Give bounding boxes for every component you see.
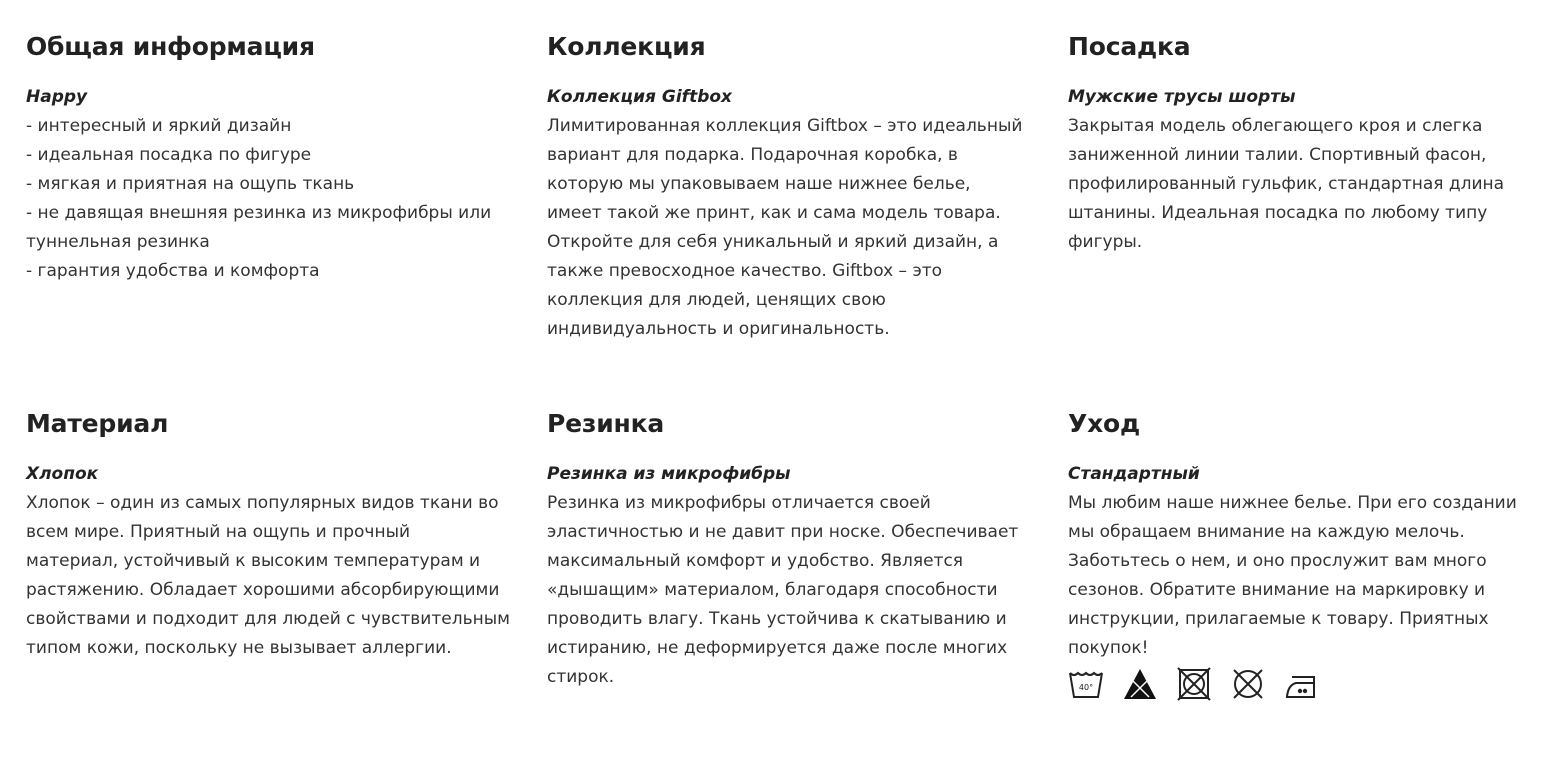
- section-body: Мы любим наше нижнее белье. При его создании мы обращаем внимание на каждую мелочь. Заботьтесь о нем, и оно прослужит вам много сезонов. Обратите внимание на маркировку и инструкции, прилагаемые к товару. Приятных покупок!: [1068, 493, 1517, 658]
- section-title: Общая информация: [26, 32, 315, 61]
- section-subtitle: Мужские трусы шорты: [1068, 87, 1296, 107]
- do-not-tumble-dry-icon: [1176, 667, 1212, 701]
- wash-temperature-label: 40°: [1078, 683, 1094, 692]
- section-subtitle: Хлопок: [26, 464, 99, 484]
- section-title: Уход: [1068, 409, 1140, 438]
- section-title: Резинка: [547, 409, 665, 438]
- section-title: Посадка: [1068, 32, 1191, 61]
- wash-40-icon: [1068, 667, 1104, 701]
- bleach-icon: [1122, 667, 1158, 701]
- section-waistband: [547, 407, 1037, 692]
- section-subtitle: Резинка из микрофибры: [547, 464, 791, 484]
- section-subtitle: Коллекция Giftbox: [547, 87, 733, 107]
- section-subtitle: Стандартный: [1068, 464, 1200, 484]
- section-body: Лимитированная коллекция Giftbox – это идеальный вариант для подарка. Подарочная коробка, в которую мы упаковываем наше нижнее белье, имеет такой же принт, как и сама модель товара. Откройте для себя уникальный и яркий дизайн, а также превосходное качество. Giftbox – это коллекция для людей, ценящих свою индивидуальность и оригинальность.: [547, 116, 1023, 339]
- section-body: Хлопок – один из самых популярных видов ткани во всем мире. Приятный на ощупь и прочный материал, устойчивый к высоким температурам и растяжению. Обладает хорошими абсорбирующими свойствами и подходит для людей с чувствительным типом кожи, поскольку не вызывает аллергии.: [26, 493, 510, 658]
- section-title: Материал: [26, 409, 169, 438]
- section-title: Коллекция: [547, 32, 706, 61]
- section-subtitle: Happy: [26, 87, 88, 107]
- section-body: - интересный и яркий дизайн - идеальная посадка по фигуре - мягкая и приятная на ощупь ткань - не давящая внешняя резинка из микрофибры или туннельная резинка - гарантия удобства и комфорта: [26, 116, 492, 281]
- do-not-dry-clean-icon: [1230, 667, 1266, 701]
- section-material: [26, 407, 516, 663]
- section-collection: [547, 30, 1037, 344]
- section-care: [1068, 407, 1555, 701]
- section-body: Резинка из микрофибры отличается своей эластичностью и не давит при носке. Обеспечивает максимальный комфорт и удобство. Является «дышащим» материалом, благодаря способности проводить влагу. Ткань устойчива к скатыванию и истиранию, не деформируется даже после многих стирок.: [547, 493, 1019, 687]
- section-fit: [1068, 30, 1555, 257]
- section-body: Закрытая модель облегающего кроя и слегка заниженной линии талии. Спортивный фасон, профилированный гульфик, стандартная длина штанины. Идеальная посадка по любому типу фигуры.: [1068, 116, 1505, 252]
- care-icons: [1068, 667, 1555, 701]
- iron-low-icon: [1284, 667, 1320, 701]
- section-general-info: [26, 30, 516, 286]
